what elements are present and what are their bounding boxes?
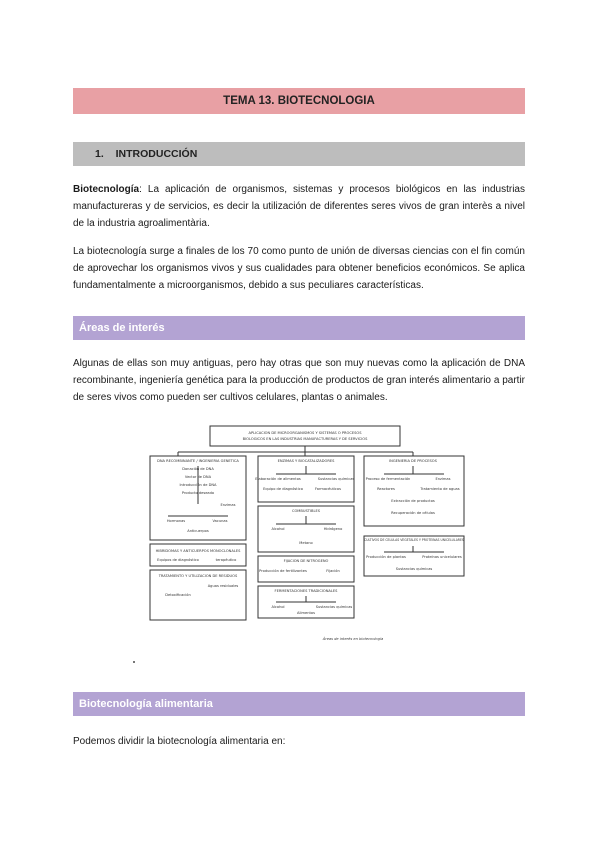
diagram-label: Detoxificación [165, 593, 191, 597]
areas-paragraph: Algunas de ellas son muy antiguas, pero hay otras que son muy nuevas como la aplicación de DNA recombinante, ingeniería genética para la producción de productos de gran interés alimentario a partir de seres vivos como pueden ser cultivos celulares, plantas o animales. [73, 358, 525, 403]
areas-diagram [148, 424, 468, 646]
diagram-label: Donación de DNA [182, 467, 214, 471]
diagram-col2-header-3: FIJACION DE NITROGENO [283, 559, 329, 563]
diagram-top-line-1: APLICACION DE MICROORGANISMOS Y SISTEMAS O PROCESOS [248, 431, 362, 435]
diagram-label: Aguas residuales [207, 584, 239, 588]
diagram-col1-header-1: DNA RECOMBINANTE / INGENIERIA GENETICA [157, 459, 239, 463]
diagram-label: Tratamiento de aguas [420, 487, 460, 491]
intro-paragraph-2: La biotecnología surge a finales de los 70 como punto de unión de diversas ciencias con el fin común de aprovechar los organismos vivos y sus cualidades para obtener beneficios económicos. Se aplica fundamentalmente a microorganismos, debido a sus peculiares características. [73, 246, 525, 291]
diagram-label: Equipos de diagnóstico [157, 558, 199, 562]
diagram-label: Farmacéuticos [315, 487, 341, 491]
diagram-label: Sustancias químicas [395, 567, 433, 571]
stray-mark [133, 661, 135, 663]
intro-paragraph-1 [73, 181, 525, 232]
diagram-label: Extracción de productos [391, 499, 435, 503]
diagram-col1-header-3: TRATAMIENTO Y UTILIZACION DE RESIDUOS [158, 574, 238, 578]
alimentaria-paragraph: Podemos dividir la biotecnología alimentaria en: [73, 736, 286, 747]
diagram-label: Equipo de diagnóstico [263, 487, 303, 491]
subsection-title: Áreas de interés [79, 322, 165, 334]
diagram-label: Metano [299, 541, 313, 545]
diagram-label: Enzimas [435, 477, 451, 481]
diagram-label: Proceso de fermentación [365, 477, 411, 481]
subsection-header-alimentaria [73, 692, 525, 716]
diagram-label: Producción de plantas [366, 555, 406, 559]
diagram-caption: Áreas de interés en biotecnología [322, 637, 384, 641]
diagram-label: Sustancias químicas [317, 477, 355, 481]
diagram-col2-header-2: COMBUSTIBLES [291, 509, 321, 513]
page-title: TEMA 13. BIOTECNOLOGIA [73, 88, 525, 114]
diagram-label: Vacunas [212, 519, 228, 523]
diagram-label: terapéutico [215, 558, 237, 562]
diagram-col3-header-1: INGENIERIA DE PROCESOS [389, 459, 437, 463]
diagram-label: Producción de fertilizantes [259, 569, 307, 573]
diagram-label: Alimentos [297, 611, 315, 615]
diagram-label: Hormonas [166, 519, 186, 523]
diagram-col2-header-4: FERMENTACIONES TRADICIONALES [274, 589, 338, 593]
term-definition: : La aplicación de organismos, sistemas y procesos biológicos en las industrias manufactureras y de servicios, es decir la utilización de diferentes seres vivos de gran interès a nivel de la industria agroalimentària. [73, 184, 525, 229]
subsection-title: Biotecnología alimentaria [79, 698, 213, 710]
diagram-top-line-2: BIOLOGICOS EN LAS INDUSTRIAS MANUFACTURERAS Y DE SERVICIOS [242, 437, 368, 441]
diagram-label: Producto deseado [181, 491, 215, 495]
section-header-introduccion [73, 142, 525, 166]
diagram-label: Introducción de DNA [179, 483, 217, 487]
diagram-label: Hidrógeno [323, 527, 343, 531]
diagram-label: Alcohol [271, 605, 285, 609]
section-number: 1. [95, 148, 104, 160]
diagram-col1-header-2: HIBRIDOMAS Y ANTICUERPOS MONOCLONALES [155, 549, 241, 553]
diagram-col3-header-2: CULTIVOS DE CELULAS VEGETALES Y PROTEINAS UNICELULARES [364, 538, 464, 542]
diagram-label: Recuperación de células [391, 511, 435, 515]
diagram-label: Fijación [326, 569, 340, 573]
diagram-label: Proteínas unicelulares [422, 555, 462, 559]
subsection-header-areas [73, 316, 525, 340]
diagram-label: Elaboración de alimentos [255, 477, 301, 481]
diagram-label: Anticuerpos [187, 529, 209, 533]
section-label: INTRODUCCIÓN [115, 148, 198, 160]
diagram-label: Vector de DNA [184, 475, 212, 479]
term-biotecnologia: Biotecnología [73, 184, 140, 195]
diagram-label: Alcohol [271, 527, 285, 531]
diagram-label: Sustancias químicas [315, 605, 353, 609]
diagram-label: Enzimas [220, 503, 236, 507]
diagram-col2-header-1: ENZIMAS Y BIOCATALIZADORES [277, 459, 335, 463]
diagram-label: Reactores [377, 487, 395, 491]
